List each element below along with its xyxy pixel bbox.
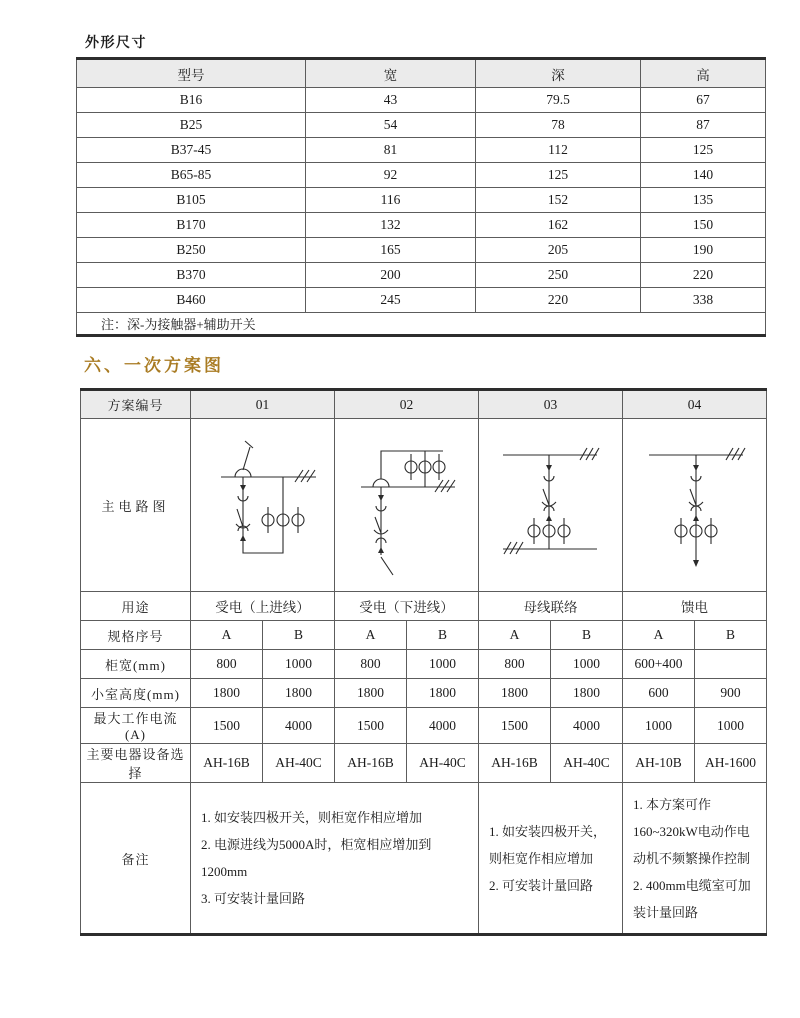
column-header-width: 宽 [306, 59, 476, 88]
table-row [77, 88, 766, 113]
width-cell: 43 [306, 88, 476, 113]
max-current-cell: 1500 [479, 708, 551, 744]
equipment-cell: AH-16B [191, 744, 263, 783]
remark-item: 2. 400mm电缆室可加装计量回路 [633, 877, 751, 920]
depth-cell: 125 [476, 163, 641, 188]
row-label-equipment: 主要电器设备选择 [81, 744, 191, 783]
max-current-cell: 1000 [695, 708, 767, 744]
cabinet-width-cell: 1000 [551, 650, 623, 679]
width-cell: 54 [306, 113, 476, 138]
width-cell: 165 [306, 238, 476, 263]
model-cell: B37-45 [77, 138, 306, 163]
table-row [77, 188, 766, 213]
model-cell: B105 [77, 188, 306, 213]
height-cell: 150 [641, 213, 766, 238]
feeder-circuit-diagram [623, 425, 767, 585]
room-height-cell: 600 [623, 679, 695, 708]
main-circuit-diagram-row [81, 419, 767, 592]
model-cell: B25 [77, 113, 306, 138]
table-row [77, 238, 766, 263]
cabinet-width-cell: 1000 [263, 650, 335, 679]
spec-cell: B [263, 621, 335, 650]
usage-row [81, 592, 767, 621]
scheme-number-04: 04 [623, 390, 767, 419]
max-current-cell: 1500 [191, 708, 263, 744]
max-current-cell: 4000 [263, 708, 335, 744]
remarks-row [81, 783, 767, 935]
usage-cell: 受电（上进线） [191, 592, 335, 621]
remark-item: 1. 如安装四极开关，则柜宽作相应增加 [201, 810, 423, 825]
height-cell: 125 [641, 138, 766, 163]
column-header-depth: 深 [476, 59, 641, 88]
cabinet-width-cell: 800 [479, 650, 551, 679]
cabinet-width-cell [695, 650, 767, 679]
room-height-cell: 1800 [407, 679, 479, 708]
scheme-section-title: 六、一次方案图 [84, 356, 224, 375]
model-cell: B16 [77, 88, 306, 113]
width-cell: 81 [306, 138, 476, 163]
height-cell: 135 [641, 188, 766, 213]
room-height-row [81, 679, 767, 708]
spec-cell: A [191, 621, 263, 650]
remarks-cell-scheme-04 [623, 783, 767, 935]
room-height-cell: 1800 [191, 679, 263, 708]
equipment-cell: AH-1600 [695, 744, 767, 783]
primary-scheme-table [80, 388, 767, 936]
model-cell: B370 [77, 263, 306, 288]
height-cell: 67 [641, 88, 766, 113]
table-row [77, 213, 766, 238]
row-label-usage: 用途 [81, 592, 191, 621]
remark-item: 3. 可安装计量回路 [201, 891, 306, 906]
note-row [77, 313, 766, 336]
diagram-cell-01 [191, 419, 335, 592]
spec-cell: A [479, 621, 551, 650]
depth-cell: 162 [476, 213, 641, 238]
cabinet-width-cell: 600+400 [623, 650, 695, 679]
room-height-cell: 1800 [551, 679, 623, 708]
depth-cell: 78 [476, 113, 641, 138]
diagram-cell-03 [479, 419, 623, 592]
row-label-main-circuit: 主电路图 [81, 419, 191, 592]
remark-item: 1. 如安装四极开关，则柜宽作相应增加 [489, 823, 607, 866]
diagram-cell-02 [335, 419, 479, 592]
spec-cell: B [407, 621, 479, 650]
height-cell: 220 [641, 263, 766, 288]
equipment-row [81, 744, 767, 783]
spec-cell: A [623, 621, 695, 650]
width-cell: 116 [306, 188, 476, 213]
room-height-cell: 1800 [263, 679, 335, 708]
table-row [77, 288, 766, 313]
equipment-cell: AH-10B [623, 744, 695, 783]
incoming-top-entry-circuit-diagram [191, 425, 335, 585]
row-label-room-height: 小室高度(mm) [81, 679, 191, 708]
room-height-cell: 900 [695, 679, 767, 708]
equipment-cell: AH-16B [479, 744, 551, 783]
cabinet-width-row [81, 650, 767, 679]
column-header-model: 型号 [77, 59, 306, 88]
model-cell: B170 [77, 213, 306, 238]
table-row [77, 263, 766, 288]
model-cell: B65-85 [77, 163, 306, 188]
cabinet-width-cell: 800 [191, 650, 263, 679]
depth-cell: 112 [476, 138, 641, 163]
dimensions-title: 外形尺寸 [85, 36, 147, 51]
width-cell: 132 [306, 213, 476, 238]
table-row [77, 113, 766, 138]
depth-cell: 205 [476, 238, 641, 263]
spec-serial-row [81, 621, 767, 650]
remark-item: 1. 本方案可作160~320kW电动作电动机不频繁操作控制 [633, 796, 751, 866]
depth-cell: 152 [476, 188, 641, 213]
usage-cell: 馈电 [623, 592, 767, 621]
depth-cell: 220 [476, 288, 641, 313]
row-label-cabinet-width: 柜宽(mm) [81, 650, 191, 679]
remarks-cell-schemes-01-02 [191, 783, 479, 935]
max-current-cell: 1500 [335, 708, 407, 744]
equipment-cell: AH-40C [551, 744, 623, 783]
depth-cell: 250 [476, 263, 641, 288]
model-cell: B250 [77, 238, 306, 263]
table-row [77, 138, 766, 163]
spec-cell: B [551, 621, 623, 650]
remarks-cell-scheme-03 [479, 783, 623, 935]
spec-cell: B [695, 621, 767, 650]
remark-item: 2. 可安装计量回路 [489, 877, 594, 893]
max-current-cell: 4000 [407, 708, 479, 744]
dimensions-header-row [77, 59, 766, 88]
width-cell: 92 [306, 163, 476, 188]
cabinet-width-cell: 1000 [407, 650, 479, 679]
room-height-cell: 1800 [335, 679, 407, 708]
remark-item: 2. 电源进线为5000A时，柜宽相应增加到1200mm [201, 837, 432, 879]
row-label-remarks: 备注 [81, 783, 191, 935]
row-label-scheme-number: 方案编号 [81, 390, 191, 419]
height-cell: 338 [641, 288, 766, 313]
height-cell: 190 [641, 238, 766, 263]
max-current-row [81, 708, 767, 744]
width-cell: 200 [306, 263, 476, 288]
bus-tie-circuit-diagram [479, 425, 623, 585]
row-label-spec-serial: 规格序号 [81, 621, 191, 650]
equipment-cell: AH-40C [263, 744, 335, 783]
room-height-cell: 1800 [479, 679, 551, 708]
spec-cell: A [335, 621, 407, 650]
table-note: 注：深-为接触器+辅助开关 [77, 313, 766, 336]
scheme-header-row [81, 390, 767, 419]
equipment-cell: AH-40C [407, 744, 479, 783]
dimensions-table [76, 57, 766, 337]
equipment-cell: AH-16B [335, 744, 407, 783]
depth-cell: 79.5 [476, 88, 641, 113]
table-row [77, 163, 766, 188]
column-header-height: 高 [641, 59, 766, 88]
scheme-number-01: 01 [191, 390, 335, 419]
model-cell: B460 [77, 288, 306, 313]
max-current-cell: 4000 [551, 708, 623, 744]
cabinet-width-cell: 800 [335, 650, 407, 679]
usage-cell: 受电（下进线） [335, 592, 479, 621]
width-cell: 245 [306, 288, 476, 313]
scheme-number-03: 03 [479, 390, 623, 419]
row-label-max-current: 最大工作电流(A) [81, 708, 191, 744]
incoming-bottom-entry-circuit-diagram [335, 425, 479, 585]
max-current-cell: 1000 [623, 708, 695, 744]
diagram-cell-04 [623, 419, 767, 592]
height-cell: 140 [641, 163, 766, 188]
usage-cell: 母线联络 [479, 592, 623, 621]
scheme-number-02: 02 [335, 390, 479, 419]
height-cell: 87 [641, 113, 766, 138]
